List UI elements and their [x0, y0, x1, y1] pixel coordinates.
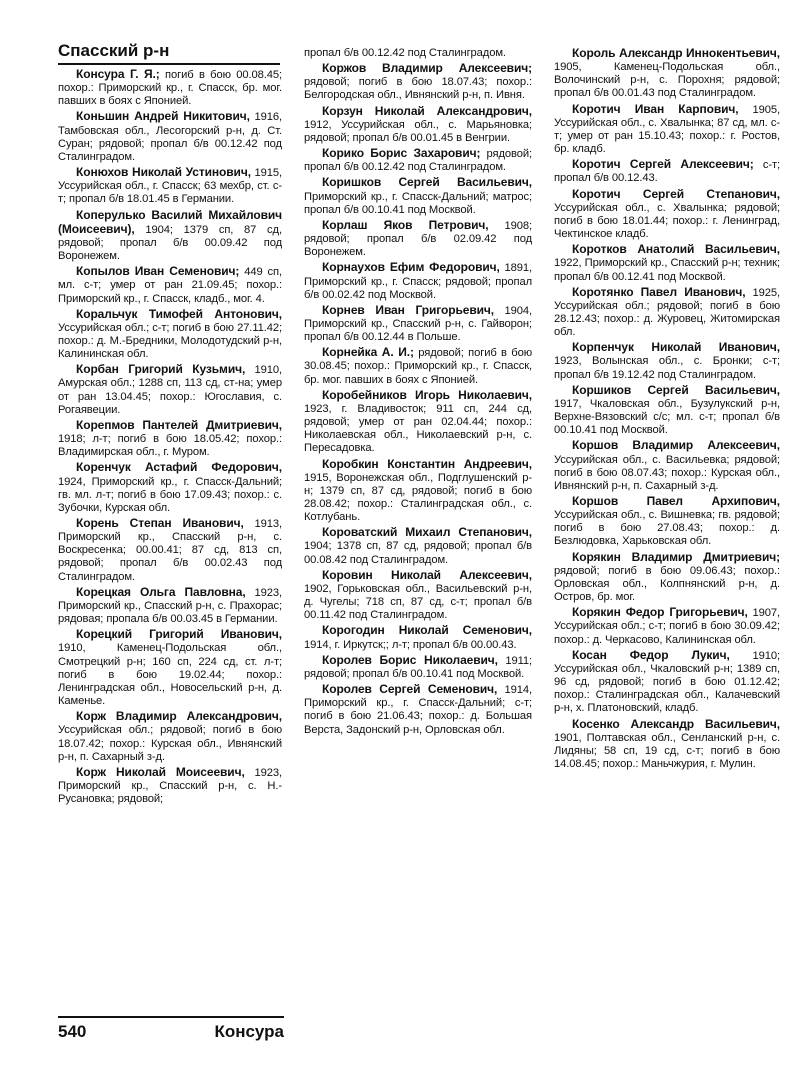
- list-entry: [58, 68, 282, 108]
- list-entry: [554, 103, 780, 157]
- column-1: [58, 68, 282, 808]
- list-entry: [58, 419, 282, 459]
- list-entry: [304, 47, 532, 60]
- list-entry: [304, 304, 532, 344]
- entry-name: Корпенчук Николай Иванович,: [572, 340, 780, 355]
- entry-name: Корлаш Яков Петрович,: [322, 217, 489, 232]
- list-entry: [554, 158, 780, 185]
- entry-text: 1914, г. Иркутск;; л-т; пропал б/в 00.00.43.: [304, 638, 517, 651]
- entry-text: 1910, Каменец-Подольская обл., Смотрецкий р-н; 160 сп, 224 сд, ст. л-т; погиб в бою 19.02.44; похор.: Ленинградская обл., Новосельский р-н, д. Каменье.: [58, 642, 282, 708]
- list-entry: [304, 683, 532, 737]
- entry-text: рядовой; погиб в бою 09.06.43; похор.: Орловская обл., Колпнянский р-н, д. Остров, бр. мог.: [554, 564, 780, 604]
- region-title: Спасский р-н: [58, 41, 170, 60]
- entry-text: 1925, Уссурийская обл.; рядовой; погиб в бою 28.12.43; похор.: д. Журовец, Житомирская обл.: [554, 286, 780, 339]
- list-entry: [304, 176, 532, 216]
- entry-name: Корякин Федор Григорьевич,: [572, 605, 748, 620]
- list-entry: [304, 654, 532, 681]
- list-entry: [58, 363, 282, 417]
- entry-name: Коробейников Игорь Николаевич,: [322, 387, 532, 402]
- entry-text: 1904; 1378 сп, 87 сд, рядовой; пропал б/в 00.08.42 под Сталинградом.: [304, 540, 532, 566]
- entry-text: 1912, Уссурийская обл., с. Марьяновка; рядовой; пропал б/в 00.01.45 в Венгрии.: [304, 118, 532, 144]
- entry-text: 1917, Чкаловская обл., Бузулукский р-н, Верхне-Вязовский с/с; мл. с-т; пропал б/в 00.10.41 под Москвой.: [554, 397, 780, 437]
- running-head: Консура: [214, 1022, 284, 1041]
- entry-text: 449 сп, мл. с-т; умер от ран 21.09.45; похор.: Приморский кр., г. Спасск, кладб., мог. 4.: [58, 266, 283, 305]
- column-2: [304, 47, 532, 739]
- list-entry: [58, 517, 282, 584]
- entry-text: 1902, Горьковская обл., Васильевский р-н, д. Чугелы; 718 сп, 87 сд, с-т; пропал б/в 00.11.42 под Сталинградом.: [304, 582, 532, 622]
- entry-text: Приморский кр., г. Спасск-Дальний; матрос; пропал б/в 00.10.41 под Москвой.: [304, 190, 532, 216]
- list-entry: [304, 105, 532, 145]
- entry-name: Коршов Павел Архипович,: [572, 494, 780, 508]
- list-entry: [58, 110, 282, 164]
- list-entry: [304, 346, 532, 386]
- entry-text: 1923, г. Владивосток; 911 сп, 244 сд, рядовой; умер от ран 02.04.44; похор.: Николаевская обл., Николаевский р-н, с. Пересадовка.: [304, 402, 532, 455]
- entry-name: Корнаухов Ефим Федорович,: [322, 260, 500, 275]
- entry-name: Коротич Сергей Степанович,: [572, 186, 780, 201]
- list-entry: [58, 265, 282, 305]
- entry-name: Конюхов Николай Устинович,: [76, 165, 251, 180]
- entry-text: 1915, Воронежская обл., Подглушенский р-н; 1379 сп, 87 сд, рядовой; погиб в бою 28.08.42; похор.: Сталинградская обл., с. Котлубань.: [304, 471, 532, 524]
- entry-name: Корбан Григорий Кузьмич,: [76, 362, 246, 377]
- entry-name: Корзун Николай Александрович,: [322, 103, 532, 118]
- list-entry: [304, 526, 532, 566]
- entry-text: 1918; л-т; погиб в бою 18.05.42; похор.: Владимирская обл., г. Муром.: [58, 433, 282, 459]
- list-entry: [304, 624, 532, 651]
- entry-text: с-т; пропал б/в 00.12.43.: [554, 159, 780, 185]
- entry-text: пропал б/в 00.12.42 под Сталинградом.: [304, 47, 506, 59]
- entry-name: Королев Борис Николаевич,: [322, 652, 498, 667]
- list-entry: [58, 710, 282, 764]
- entry-name: Косан Федор Лукич,: [572, 647, 730, 662]
- entry-text: 1905, Уссурийская обл., с. Хвалынка; 87 сд, мл. с-т; умер от ран 15.10.43; похор.: г. Ростов, бр. кладб.: [554, 103, 780, 156]
- list-entry: [554, 286, 780, 340]
- entry-text: рядовой; погиб в бою 30.08.45; похор.: Приморский кр., г. Спасск, бр. мог. павших в боях с Японией.: [304, 347, 532, 386]
- entry-text: 1923, Волынская обл., с. Бронки; с-т; пропал б/в 19.12.42 под Сталинградом.: [554, 355, 780, 381]
- list-entry: [58, 461, 282, 515]
- entry-text: 1908; рядовой; пропал б/в 02.09.42 под Воронежем.: [304, 219, 532, 259]
- entry-text: Уссурийская обл., с. Вишневка; гв. рядовой; погиб в бою 27.08.43; похор.: д. Безлюдовка, Харьковская обл.: [554, 509, 780, 548]
- list-entry: [304, 62, 532, 102]
- entry-name: Корень Степан Иванович,: [76, 516, 244, 530]
- entry-name: Корико Борис Захарович;: [322, 146, 481, 161]
- entry-text: 1911; рядовой; пропал б/в 00.10.41 под Москвой.: [304, 654, 532, 680]
- entry-text: 1904; 1379 сп, 87 сд, рядовой; пропал б/в 00.09.42 под Воронежем.: [58, 223, 282, 263]
- entry-name: Коробкин Константин Андреевич,: [322, 456, 532, 471]
- entry-text: Уссурийская обл.; рядовой; погиб в бою 18.07.42; похор.: Курская обл., Ивнянский р-н, п. Сахарный з-д.: [58, 724, 282, 763]
- entry-name: Корякин Владимир Дмитриевич;: [572, 549, 780, 564]
- entry-name: Корнейка А. И.;: [322, 345, 414, 360]
- list-entry: [554, 606, 780, 646]
- entry-text: 1891, Приморский кр., г. Спасск; рядовой; пропал б/в 00.02.42 под Москвой.: [304, 262, 532, 301]
- entry-text: Уссурийская обл., с. Хвалынка; рядовой; погиб в бою 18.01.44; похор.: г. Ленинград, Чектинское кладб.: [554, 201, 780, 241]
- entry-text: 1915, Уссурийская обл., г. Спасск; 63 мехбр, ст. с-т; пропал б/в 18.01.45 в Германии.: [58, 167, 282, 206]
- list-entry: [58, 628, 282, 708]
- entry-name: Корогодин Николай Семенович,: [322, 623, 532, 638]
- entry-name: Коршов Владимир Алексеевич,: [572, 438, 780, 453]
- list-entry: [554, 384, 780, 438]
- entry-name: Коротков Анатолий Васильевич,: [572, 242, 780, 257]
- entry-text: рядовой; погиб в бою 18.07.43; похор.: Белгородская обл., Ивнянский р-н, п. Ивня.: [304, 76, 532, 102]
- list-entry: [554, 439, 780, 493]
- entry-text: 1923, Приморский кр., Спасский р-н, с. Н.-Русановка; рядовой;: [58, 766, 282, 806]
- entry-text: 1910, Амурская обл.; 1288 сп, 113 сд, ст-на; умер от ран 13.04.45; похор.: Югославия, с. Рогаявеции.: [58, 364, 282, 416]
- entry-name: Коперулько Василий Михайлович (Моисеевич),: [58, 207, 282, 236]
- entry-text: 1901, Полтавская обл., Сенланский р-н, с. Лидяны; 58 сп, 19 сд, с-т; погиб в бою 14.08.45; похор.: Маньчжурия, г. Мулин.: [554, 731, 780, 770]
- entry-name: Корж Владимир Александрович,: [76, 709, 282, 724]
- entry-text: 1916, Тамбовская обл., Лесогорский р-н, д. Ст. Суран; рядовой; пропал б/в 00.12.42 под Сталинградом.: [58, 111, 282, 163]
- entry-text: Уссурийская обл.; с-т; погиб в бою 27.11.42; похор.: д. М.-Бредники, Молодотудский р-н, Калининская обл.: [58, 321, 282, 361]
- entry-text: погиб в бою 00.08.45; похор.: Приморский кр., г. Спасск, бр. мог. павших в боях с Японией.: [58, 69, 282, 108]
- entry-name: Королев Сергей Семенович,: [322, 682, 498, 697]
- list-entry: [554, 718, 780, 772]
- list-entry: [304, 389, 532, 456]
- entry-name: Копылов Иван Семенович;: [76, 264, 240, 279]
- page-footer: [58, 1016, 284, 1043]
- list-entry: [554, 551, 780, 605]
- entry-name: Коровин Николай Алексеевич,: [322, 567, 532, 582]
- entry-name: Коньшин Андрей Никитович,: [76, 109, 250, 124]
- entry-text: 1913, Приморский кр., Спасский р-н, с. Воскресенка; 00.00.41; 87 сд, 813 сп, рядовой; пропал б/в 00.02.43 под Сталинградом.: [58, 518, 282, 583]
- entry-text: 1905, Каменец-Подольская обл., Волочинский р-н, с. Порохня; рядовой; пропал б/в 00.01.43 под Сталинградом.: [554, 61, 780, 100]
- entry-name: Консура Г. Я.;: [76, 67, 160, 81]
- entry-text: 1907, Уссурийская обл.; с-т; погиб в бою 30.09.42; похор.: д. Черкасово, Калининская обл.: [554, 607, 780, 646]
- entry-text: 1904, Приморский кр., Спасский р-н, с. Гайворон; пропал б/в 00.12.44 в Польше.: [304, 304, 532, 344]
- entry-text: рядовой; пропал б/в 00.12.42 под Сталинградом.: [304, 148, 532, 174]
- entry-text: 1910; Уссурийская обл., Чкаловский р-н; 1389 сп, 96 сд, рядовой; погиб в бою 01.12.42; похор.: Сталинградская обл., Калачевский р-н, х. Платоновский, кладб.: [554, 649, 780, 715]
- list-entry: [58, 166, 282, 206]
- entry-text: 1923, Приморский кр., Спасский р-н, с. Прахорас; рядовая; пропала б/в 00.03.45 в Германии.: [58, 586, 282, 626]
- list-entry: [304, 458, 532, 525]
- entry-text: 1922, Приморский кр., Спасский р-н; техник; пропал б/в 00.12.41 под Москвой.: [554, 257, 780, 283]
- entry-name: Корецкий Григорий Иванович,: [76, 627, 282, 642]
- list-entry: [58, 766, 282, 806]
- list-entry: [58, 209, 282, 264]
- list-entry: [304, 219, 532, 259]
- entry-name: Коротянко Павел Иванович,: [572, 284, 746, 299]
- page-number: 540: [58, 1022, 87, 1041]
- list-entry: [58, 308, 282, 362]
- entry-name: Корж Николай Моисеевич,: [76, 764, 245, 779]
- entry-name: Коральчук Тимофей Антонович,: [76, 306, 282, 321]
- entry-name: Король Александр Иннокентьевич,: [572, 46, 780, 60]
- list-entry: [58, 586, 282, 626]
- list-entry: [304, 147, 532, 174]
- entry-name: Короватский Михаил Степанович,: [322, 525, 532, 540]
- entry-name: Корепмов Пантелей Дмитриевич,: [76, 417, 282, 432]
- entry-text: 1924, Приморский кр., г. Спасск-Дальний; гв. мл. л-т; погиб в бою 17.09.43; похор.: с. Зубочки, Курская обл.: [58, 475, 282, 514]
- page-header: [58, 40, 280, 65]
- entry-text: 1914, Приморский кр., г. Спасск-Дальний; с-т; погиб в бою 21.06.43; похор.: д. Большая Верста, Задонский р-н, Орловская обл.: [304, 684, 532, 736]
- list-entry: [554, 649, 780, 716]
- entry-name: Корнев Иван Григорьевич,: [322, 302, 494, 317]
- entry-name: Косенко Александр Васильевич,: [572, 716, 780, 731]
- entry-name: Коренчук Астафий Федорович,: [76, 460, 282, 475]
- list-entry: [554, 188, 780, 242]
- entry-name: Коротич Сергей Алексеевич;: [572, 157, 754, 172]
- entry-text: Уссурийская обл., с. Васильевка; рядовой; погиб в бою 08.07.43; похор.: Курская обл., Ивнянский р-н, п. Сахарный з-д.: [554, 453, 780, 492]
- list-entry: [554, 341, 780, 381]
- entry-name: Корецкая Ольга Павловна,: [76, 584, 246, 599]
- entry-name: Коржов Владимир Алексеевич;: [322, 61, 532, 76]
- list-entry: [554, 243, 780, 283]
- entry-name: Коришков Сергей Васильевич,: [322, 175, 532, 190]
- list-entry: [304, 569, 532, 623]
- list-entry: [554, 495, 780, 549]
- entry-name: Коршиков Сергей Васильевич,: [572, 382, 780, 397]
- list-entry: [304, 261, 532, 301]
- column-3: [554, 47, 780, 773]
- entry-name: Коротич Иван Карпович,: [572, 101, 739, 116]
- list-entry: [554, 47, 780, 101]
